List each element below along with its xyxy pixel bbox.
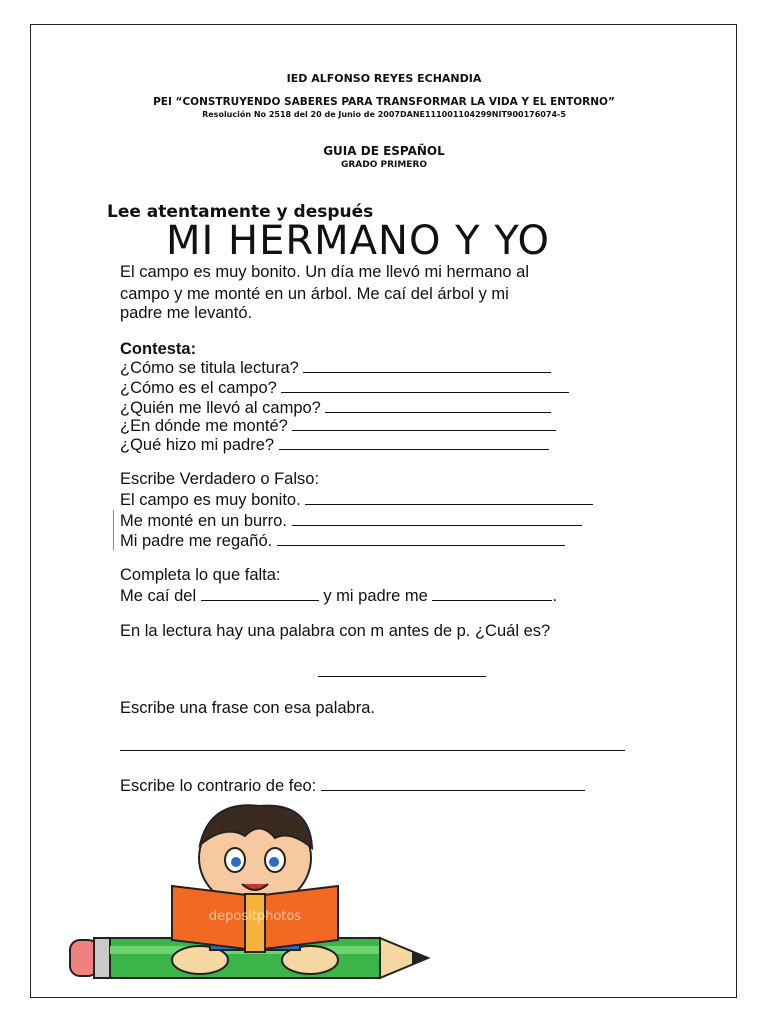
complete-row xyxy=(120,586,557,606)
subject-title: GUIA DE ESPAÑOL xyxy=(323,144,445,158)
true-false-row xyxy=(120,511,582,531)
story-title: MI HERMANO Y YO xyxy=(166,218,551,264)
resolution-line: Resolución No 2518 del 20 de Junio de 2007DANE111001104299NIT900176074-5 xyxy=(202,110,566,119)
book-icon xyxy=(172,886,338,952)
question-row xyxy=(120,398,551,418)
watermark-text: depositphotos xyxy=(208,909,302,924)
complete-end: . xyxy=(552,587,558,605)
answer-line[interactable] xyxy=(277,531,565,546)
story-line: campo y me monté en un árbol. Me caí del árbol y mi xyxy=(120,285,509,303)
answer-line[interactable] xyxy=(432,586,552,601)
answer-line[interactable] xyxy=(303,358,551,373)
question-text: ¿Cómo es el campo? xyxy=(120,379,277,397)
answer-line[interactable] xyxy=(325,398,551,413)
story-line: padre me levantó. xyxy=(120,304,253,322)
intro-instruction: Lee atentamente y después xyxy=(107,202,374,222)
contesta-heading: Contesta: xyxy=(120,340,197,358)
answer-line[interactable] xyxy=(201,586,319,601)
sentence-prompt: Escribe una frase con esa palabra. xyxy=(120,699,375,717)
true-false-row xyxy=(120,490,593,510)
answer-line[interactable] xyxy=(305,490,593,505)
question-text: ¿Quién me llevó al campo? xyxy=(120,399,321,417)
question-row xyxy=(120,358,551,378)
pei-motto: PEI “CONSTRUYENDO SABERES PARA TRANSFORMAR LA VIDA Y EL ENTORNO” xyxy=(153,96,615,108)
word-question: En la lectura hay una palabra con m antes de p. ¿Cuál es? xyxy=(120,622,551,640)
complete-part1: Me caí del xyxy=(120,587,197,605)
true-false-heading: Escribe Verdadero o Falso: xyxy=(120,470,320,488)
school-name: IED ALFONSO REYES ECHANDIA xyxy=(286,72,482,85)
statement-text: Me monté en un burro. xyxy=(120,512,287,530)
question-text: ¿Cómo se titula lectura? xyxy=(120,359,299,377)
answer-line[interactable] xyxy=(292,416,556,431)
answer-line[interactable] xyxy=(279,435,549,450)
grade-label: GRADO PRIMERO xyxy=(340,160,428,170)
true-false-row xyxy=(120,531,565,551)
question-text: ¿En dónde me monté? xyxy=(120,417,288,435)
story-line: El campo es muy bonito. Un día me llevó mi hermano al xyxy=(120,263,530,281)
question-row xyxy=(120,378,569,398)
answer-line[interactable] xyxy=(120,750,625,751)
answer-line[interactable] xyxy=(321,776,585,791)
question-text: ¿Qué hizo mi padre? xyxy=(120,436,275,454)
margin-mark xyxy=(113,510,114,550)
answer-line[interactable] xyxy=(292,511,582,526)
complete-part2: y mi padre me xyxy=(323,587,428,605)
statement-text: El campo es muy bonito. xyxy=(120,491,301,509)
opposite-row xyxy=(120,776,585,796)
question-row xyxy=(120,416,556,436)
answer-line[interactable] xyxy=(318,676,486,677)
opposite-prompt: Escribe lo contrario de feo: xyxy=(120,777,317,795)
question-row xyxy=(120,435,549,455)
boy-reading-illustration xyxy=(60,800,440,990)
answer-line[interactable] xyxy=(281,378,569,393)
complete-heading: Completa lo que falta: xyxy=(120,566,281,584)
statement-text: Mi padre me regañó. xyxy=(120,532,273,550)
